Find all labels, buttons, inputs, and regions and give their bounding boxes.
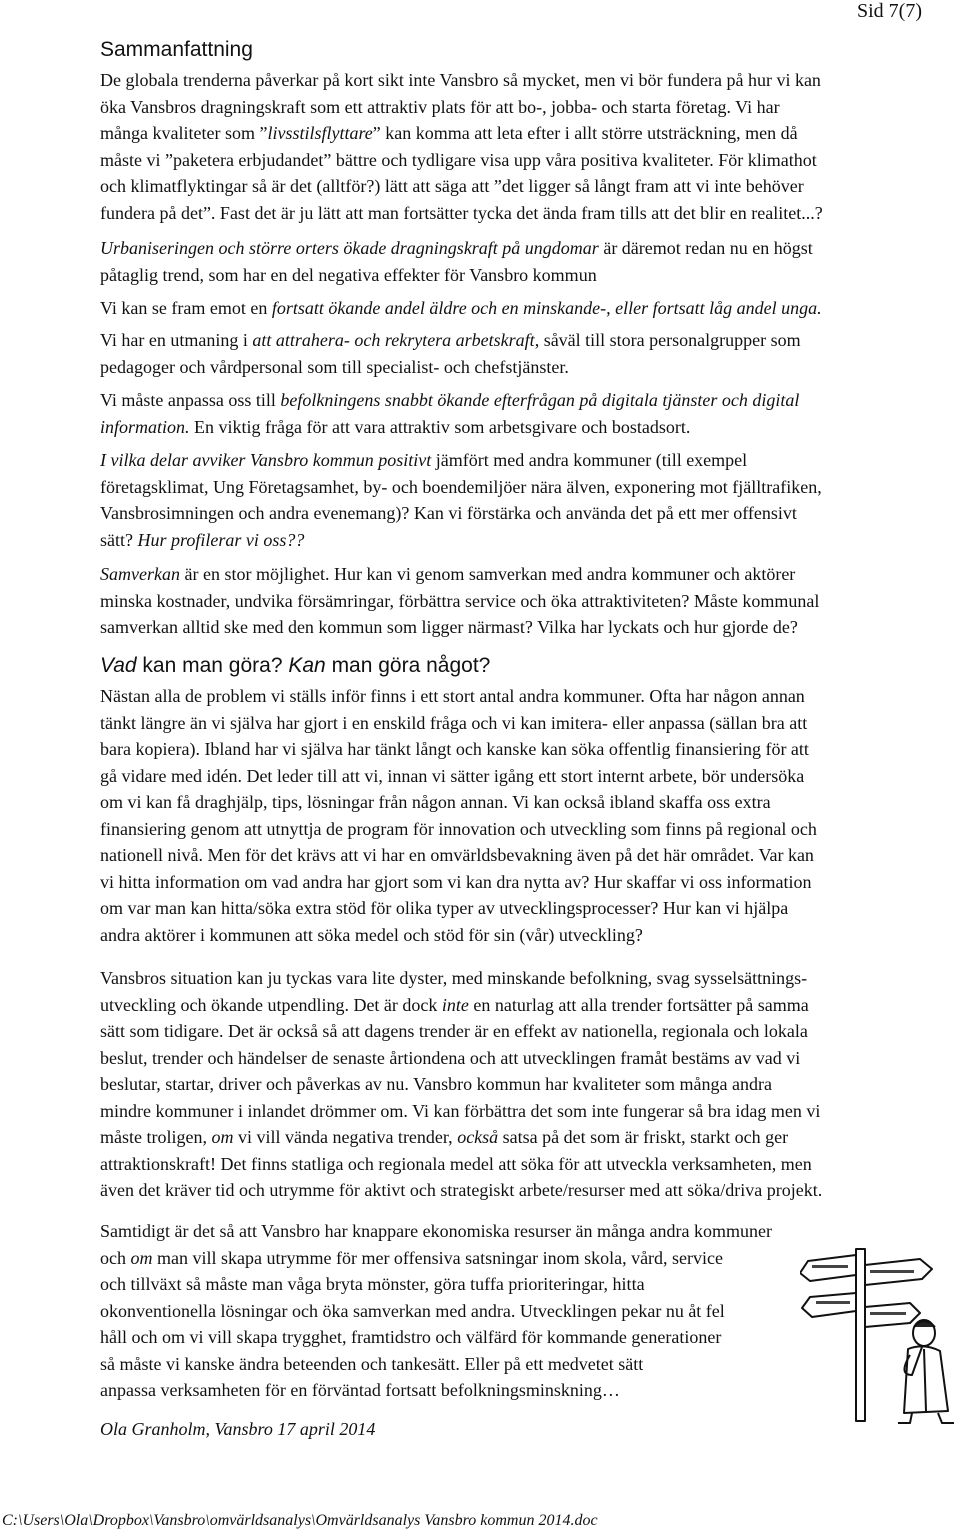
text-line: nationell nivå. Men för det krävs att vi har en omvärldsbevakning även på det här området. Var kan <box>100 845 814 865</box>
paragraph-imitation <box>100 683 930 948</box>
text-line: I vilka delar avviker Vansbro kommun positivt jämfört med andra kommuner (till exempel <box>100 450 748 470</box>
text-line: påtaglig trend, som har en del negativa effekter för Vansbro kommun <box>100 264 597 285</box>
text-line: mindre kommuner i inlandet drömmer om. Vi kan förbättra det som inte fungerar så bra idag men vi <box>100 1100 821 1121</box>
text-line: Vi har en utmaning i att attrahera- och rekrytera arbetskraft, såväl till stora personalgrupper som <box>100 330 801 350</box>
text-line: Vi kan se fram emot en fortsatt ökande andel äldre och en minskande-, eller fortsatt låg andel unga. <box>100 298 822 318</box>
section-title-sammanfattning: Sammanfattning <box>100 38 253 61</box>
text-line: beslutar, startar, driver och påverkas av nu. Vansbro kommun har kvaliteter som många andra <box>100 1074 773 1094</box>
text-line: beslut, trender och händelser de senaste årtiondena och att utvecklingen framåt bestäms av vad vi <box>100 1047 801 1068</box>
text-line: sätt? Hur profilerar vi oss?? <box>100 529 305 550</box>
text-line: samverkan alltid ske med den kommun som ligger närmast? Vilka har lyckats och hur gjorde de? <box>100 617 798 637</box>
text-line: sätt som tidigare. Det är också så att dagens trender är en effekt av nationella, regionala och lokala <box>100 1021 808 1041</box>
page-number: Sid 7(7) <box>857 0 922 22</box>
section-title-what-can-be-done: Vad kan man göra? Kan man göra något? <box>100 654 491 677</box>
text-line: fundera på det”. Fast det är ju lätt att man fortsätter tycka det ända fram tills att det blir en realitet...? <box>100 202 823 223</box>
text-line: andra aktörer i kommunen att söka medel och stöd för sin (vår) utveckling? <box>100 924 643 945</box>
text-line: anpassa verksamheten för en förväntad fortsatt befolkningsminskning… <box>100 1380 620 1400</box>
text-line: håll och om vi vill skapa trygghet, framtidstro och välfärd för kommande generationer <box>100 1327 722 1347</box>
file-path: C:\Users\Ola\Dropbox\Vansbro\omvärldsanalys\Omvärldsanalys Vansbro kommun 2014.doc <box>2 1512 598 1529</box>
text-line: Samtidigt är det så att Vansbro har knappare ekonomiska resurser än många andra kommuner <box>100 1221 772 1241</box>
text-line: och klimatflyktingar så är det (alltför?) lätt att säga att ”det ligger så långt fram att vi inte behöver <box>100 176 804 196</box>
text-line: bara kopiera). Ibland har vi själva har tänkt långt och kanske kan söka offentlig finansiering för att <box>100 739 809 759</box>
text-line: och tillväxt så måste man våga bryta mönster, göra tuffa prioriteringar, hitta <box>100 1274 645 1294</box>
paragraph-situation <box>100 965 930 1204</box>
paragraph-digital <box>100 387 930 440</box>
text-line: Vansbros situation kan ju tyckas vara lite dyster, med minskande befolkning, svag sysselsättnings- <box>100 968 808 988</box>
text-line: öka Vansbros dragningskraft som ett attraktiv plats för att bo-, jobba- och starta företag. Vi har <box>100 96 780 117</box>
paragraph-resources <box>100 1218 800 1404</box>
author-signature: Ola Granholm, Vansbro 17 april 2014 <box>100 1419 376 1439</box>
text-line: måste troligen, om vi vill vända negativa trender, också satsa på det som är friskt, starkt och ger <box>100 1127 789 1147</box>
signpost-man-illustration <box>800 1235 960 1425</box>
paragraph-global-trends <box>100 67 930 226</box>
text-line condensed: även det kräver tid och utrymme för aktivt och strategiskt arbete/resurser med att söka/driva projekt. <box>100 1180 823 1200</box>
paragraph-aging <box>100 295 930 322</box>
paragraph-cooperation <box>100 561 930 641</box>
text-line: minska kostnader, undvika försämringar, förbättra service och öka attraktiviteten? Måste kommunal <box>100 590 820 611</box>
text-line: tänkt längre än vi själva har gjort i en enskild fråga och vi kan imitera- eller anpassa (sällan bra att <box>100 712 808 733</box>
text-line: Vi måste anpassa oss till befolkningens snabbt ökande efterfrågan på digitala tjänster och digital <box>100 390 800 410</box>
text-line: så måste vi kanske ändra beteenden och tankesätt. Eller på ett medvetet sätt <box>100 1353 644 1374</box>
text-line: Vansbrosimningen och andra evenemang)? Kan vi förstärka och använda det på ett mer offensivt <box>100 503 797 523</box>
text-line: om var man kan hitta/söka extra stöd för olika typer av utvecklingsprocesser? Hur kan vi hjälpa <box>100 898 789 918</box>
text-line: attraktionskraft! Det finns statliga och regionala medel att söka för att utveckla verksamheten, men <box>100 1153 812 1174</box>
text-line: Urbaniseringen och större orters ökade dragningskraft på ungdomar är däremot redan nu en högst <box>100 238 813 258</box>
text-line: information. En viktig fråga för att vara attraktiv som arbetsgivare och bostadsort. <box>100 416 691 437</box>
paragraph-recruitment <box>100 327 930 380</box>
text-line: Nästan alla de problem vi ställs inför finns i ett stort antal andra kommuner. Ofta har någon annan <box>100 686 805 706</box>
paragraph-urbanization <box>100 235 930 288</box>
text-line: företagsklimat, Ung Företagsamhet, by- och boendemiljöer nära älven, exponering mot fjälltrafiken, <box>100 476 822 497</box>
text-line: pedagoger och vårdpersonal som till specialist- och chefstjänster. <box>100 356 569 377</box>
text-line: vi hitta information om vad andra har gjort som vi kan dra nytta av? Hur skaffar vi oss information <box>100 871 812 892</box>
paragraph-positive-deviations <box>100 447 930 553</box>
text-line: och om man vill skapa utrymme för mer offensiva satsningar inom skola, vård, service <box>100 1247 724 1268</box>
text-line: okonventionella lösningar och öka samverkan med andra. Utvecklingen pekar nu åt fel <box>100 1300 725 1321</box>
text-line: Samverkan är en stor möjlighet. Hur kan vi genom samverkan med andra kommuner och aktörer <box>100 564 796 584</box>
text-line: många kvaliteter som ”livsstilsflyttare” kan komma att leta efter i allt större utsträckning, men då <box>100 123 798 143</box>
text-line: utveckling och ökande utpendling. Det är dock inte en naturlag att alla trender fortsätter på samma <box>100 994 809 1015</box>
text-line: måste vi ”paketera erbjudandet” bättre och tydligare visa upp våra positiva kvaliteter. För klimathot <box>100 149 817 170</box>
text-line: De globala trenderna påverkar på kort sikt inte Vansbro så mycket, men vi bör fundera på hur vi kan <box>100 70 821 90</box>
text-line: gå vidare med idén. Det leder till att vi, innan vi sätter igång ett stort internt arbete, bör undersöka <box>100 765 805 786</box>
text-line: finansiering genom att utnyttja de program för innovation och utveckling som finns på regional och <box>100 818 817 839</box>
text-line: om vi kan få draghjälp, tips, lösningar från någon annan. Vi kan också ibland skaffa oss extra <box>100 792 771 812</box>
